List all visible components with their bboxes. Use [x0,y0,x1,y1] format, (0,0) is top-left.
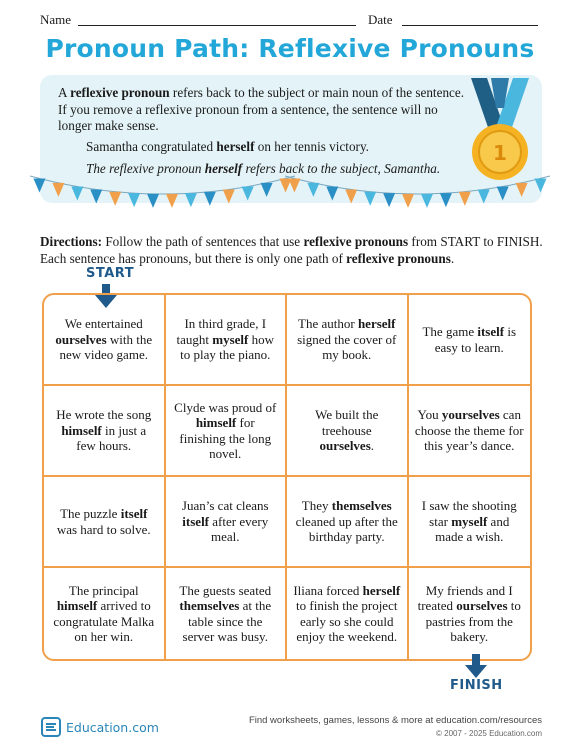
bunting-flag [383,193,395,207]
cell-sentence: My friends and I treated ourselves to pastries from the bakery. [417,582,521,644]
cell-sentence: Iliana forced herself to finish the project early so she could enjoy the weekend. [293,582,401,644]
grid-cell[interactable] [287,386,409,477]
grid-cell[interactable] [287,295,409,386]
name-date-header [40,10,540,30]
grid-cell[interactable] [44,568,166,659]
bunting-flag [440,193,452,207]
bunting-flag [33,178,45,192]
grid-cell[interactable] [409,386,531,477]
cell-sentence: The guests seated themselves at the table since the server was busy. [179,582,272,644]
finish-arrow-icon [465,654,487,678]
cell-sentence: They themselves cleaned up after the birthday party. [295,498,398,545]
cell-sentence: In third grade, I taught myself how to play the piano. [176,316,274,363]
name-label: Name [40,12,72,27]
cell-sentence: We built the treehouse ourselves. [315,407,379,454]
footer-info [249,715,542,738]
bunting-flag [109,192,121,206]
bunting-decoration [30,172,550,216]
name-line[interactable] [78,25,356,26]
bunting-flag [128,193,140,207]
bunting-flag [90,190,102,204]
bunting-flag [345,190,357,204]
bunting-flag [242,187,254,201]
bunting-flag [185,193,197,207]
grid-cell[interactable] [287,477,409,568]
bunting-flag [497,187,509,201]
cell-sentence: You yourselves can choose the theme for this year’s dance. [414,407,524,454]
bunting-flag [204,192,216,206]
bunting-flag [166,194,178,208]
grid-cell[interactable] [166,477,288,568]
intro-text [58,85,473,178]
bunting-flag [421,194,433,208]
education-logo-icon [40,716,62,738]
example-sentence: Samantha congratulated herself on her tennis victory. [86,138,369,154]
cell-sentence: He wrote the song himself in just a few hours. [56,407,152,454]
pronoun-path-grid [42,293,532,661]
bunting-flag [535,178,547,192]
grid-cell[interactable] [166,295,288,386]
grid-cell[interactable] [44,477,166,568]
grid-cell[interactable] [166,386,288,477]
bunting-flag [402,194,414,208]
cell-sentence: The principal himself arrived to congratulate Malka on her win. [53,582,155,644]
grid-cell[interactable] [409,295,531,386]
bunting-flag [459,192,471,206]
bunting-flag [516,183,528,197]
grid-cell[interactable] [287,568,409,659]
grid-cell[interactable] [409,477,531,568]
cell-sentence: Clyde was proud of himself for finishing the long novel. [174,399,277,461]
example-explanation: The reflexive pronoun herself refers back to the subject, Samantha. [86,161,441,176]
bunting-flag [223,190,235,204]
date-label: Date [368,12,393,27]
bunting-flag [326,187,338,201]
bunting-flag [261,183,273,197]
footer-copyright: © 2007 - 2025 Education.com [436,729,542,738]
education-logo[interactable] [40,714,159,740]
grid-cell[interactable] [166,568,288,659]
finish-label: FINISH [450,678,503,693]
cell-sentence: The puzzle itself was hard to solve. [56,506,151,537]
cell-sentence: Juan’s cat cleans itself after every meal. [181,498,269,545]
logo-text: Education.com [66,719,159,735]
cell-sentence: The game itself is easy to learn. [422,324,516,355]
start-label: START [86,266,135,281]
bunting-flag [307,183,319,197]
bunting-flag [71,187,83,201]
bunting-flag [288,178,300,192]
grid-cell[interactable] [44,295,166,386]
date-line[interactable] [402,25,538,26]
cell-sentence: The author herself signed the cover of my book. [297,316,397,363]
bunting-flag [52,183,64,197]
grid-cell[interactable] [44,386,166,477]
cell-sentence: I saw the shooting star myself and made a wish. [421,498,517,545]
bunting-flag [364,192,376,206]
definition: A reflexive pronoun refers back to the subject or main noun of the sentence. If you remove a reflexive pronoun from a sentence, the sentence will no longer make sense. [58,85,465,133]
cell-sentence: We entertained ourselves with the new video game. [55,316,153,363]
footer-tagline: Find worksheets, games, lessons & more at education.com/resources [248,715,542,726]
directions: Directions: Follow the path of sentences that use reflexive pronouns from START to FINISH. Each sentence has pronouns, but there is only one path of reflexive pronouns. [40,234,543,266]
grid-cell[interactable] [409,568,531,659]
medal-number: 1 [493,141,507,165]
page-title: Pronoun Path: Reflexive Pronouns [45,34,535,63]
bunting-flag [478,190,490,204]
bunting-flag [147,194,159,208]
